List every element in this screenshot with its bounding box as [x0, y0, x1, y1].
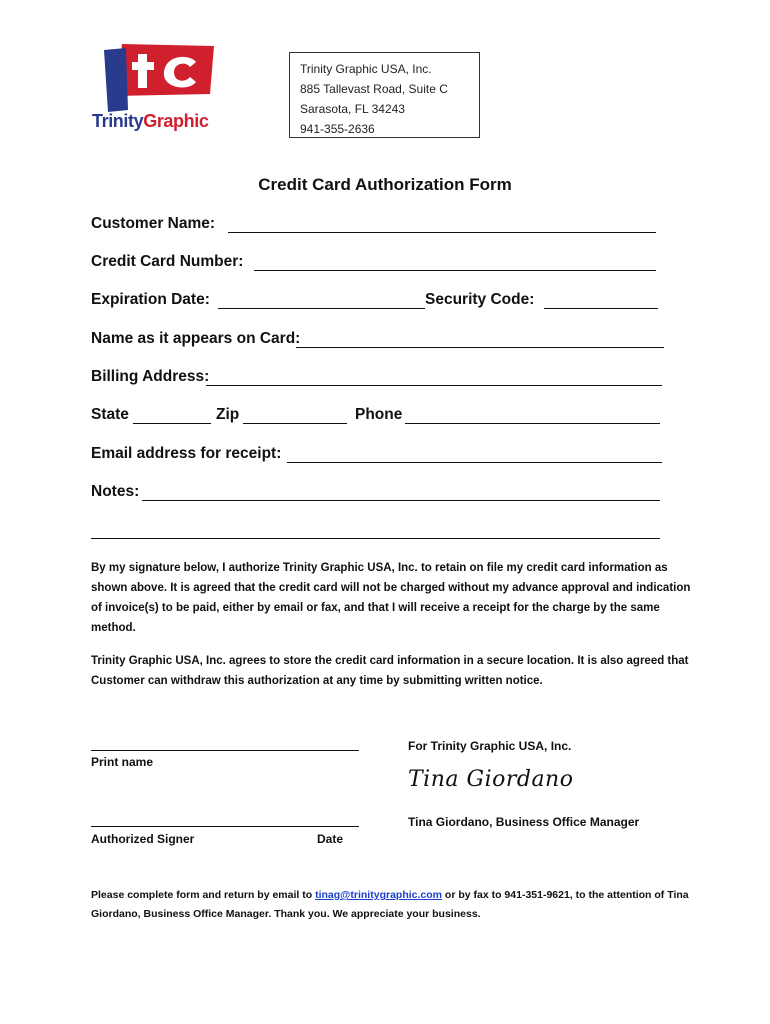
authorized-signer-label: Authorized Signer: [91, 832, 195, 846]
notes-field-line-1[interactable]: [142, 500, 660, 501]
zip-field[interactable]: [243, 423, 347, 424]
customer-name-label: Customer Name:: [91, 215, 216, 232]
company-address-box: [289, 52, 480, 138]
for-company-label: For Trinity Graphic USA, Inc.: [408, 739, 572, 753]
card-number-label: Credit Card Number:: [91, 253, 244, 270]
footer-text-end: or by fax to 941-351-9621, to the attention of Tina Giordano, Business Office Manager. Thank you. We appreciate your business.: [91, 889, 689, 920]
billing-address-field[interactable]: [206, 385, 662, 386]
email-field[interactable]: [287, 462, 662, 463]
authorization-paragraph: By my signature below, I authorize Trinity Graphic USA, Inc. to retain on file my credit card information as shown above. It is agreed that the credit card will not be charged without my advance approval and indication of invoice(s) to be paid, either by email or fax, and that I will receive a receipt for the charge by the same method.: [91, 562, 691, 634]
billing-address-label: Billing Address:: [91, 368, 210, 385]
notes-field-line-2[interactable]: [91, 538, 660, 539]
security-code-field[interactable]: [544, 308, 658, 309]
phone-label: Phone: [355, 406, 403, 423]
state-field[interactable]: [133, 423, 211, 424]
company-street: 885 Tallevast Road, Suite C: [300, 82, 448, 96]
name-on-card-label: Name as it appears on Card:: [91, 330, 301, 347]
expiration-date-label: Expiration Date:: [91, 291, 210, 308]
tc-logo-mark-icon: [92, 44, 222, 112]
form-title: Credit Card Authorization Form: [258, 175, 512, 194]
return-instructions: [91, 886, 691, 924]
company-name: Trinity Graphic USA, Inc.: [300, 62, 432, 76]
print-name-field[interactable]: [91, 750, 359, 751]
storage-paragraph: Trinity Graphic USA, Inc. agrees to store the credit card information in a secure location. It is also agreed that Customer can withdraw this authorization at any time by submitting written notice.: [91, 655, 689, 687]
company-city: Sarasota, FL 34243: [300, 102, 405, 116]
contact-email-link[interactable]: tinag@trinitygraphic.com: [315, 889, 442, 901]
notes-label: Notes:: [91, 483, 140, 500]
print-name-label: Print name: [91, 755, 154, 769]
expiration-date-field[interactable]: [218, 308, 425, 309]
date-label: Date: [317, 832, 344, 846]
state-label: State: [91, 406, 129, 423]
manager-signature: Tina Giordano: [408, 767, 574, 792]
name-on-card-field[interactable]: [296, 347, 664, 348]
logo-wordmark: TrinityGraphic: [92, 111, 209, 131]
zip-label: Zip: [216, 406, 240, 423]
company-logo: [92, 44, 222, 136]
authorized-signer-field[interactable]: [91, 826, 359, 827]
company-phone: 941-355-2636: [300, 122, 375, 136]
footer-text-start: Please complete form and return by email to: [91, 889, 316, 901]
phone-field[interactable]: [405, 423, 660, 424]
email-label: Email address for receipt:: [91, 445, 282, 462]
card-number-field[interactable]: [254, 270, 656, 271]
security-code-label: Security Code:: [425, 291, 535, 308]
signer-title: Tina Giordano, Business Office Manager: [408, 815, 640, 829]
customer-name-field[interactable]: [228, 232, 656, 233]
